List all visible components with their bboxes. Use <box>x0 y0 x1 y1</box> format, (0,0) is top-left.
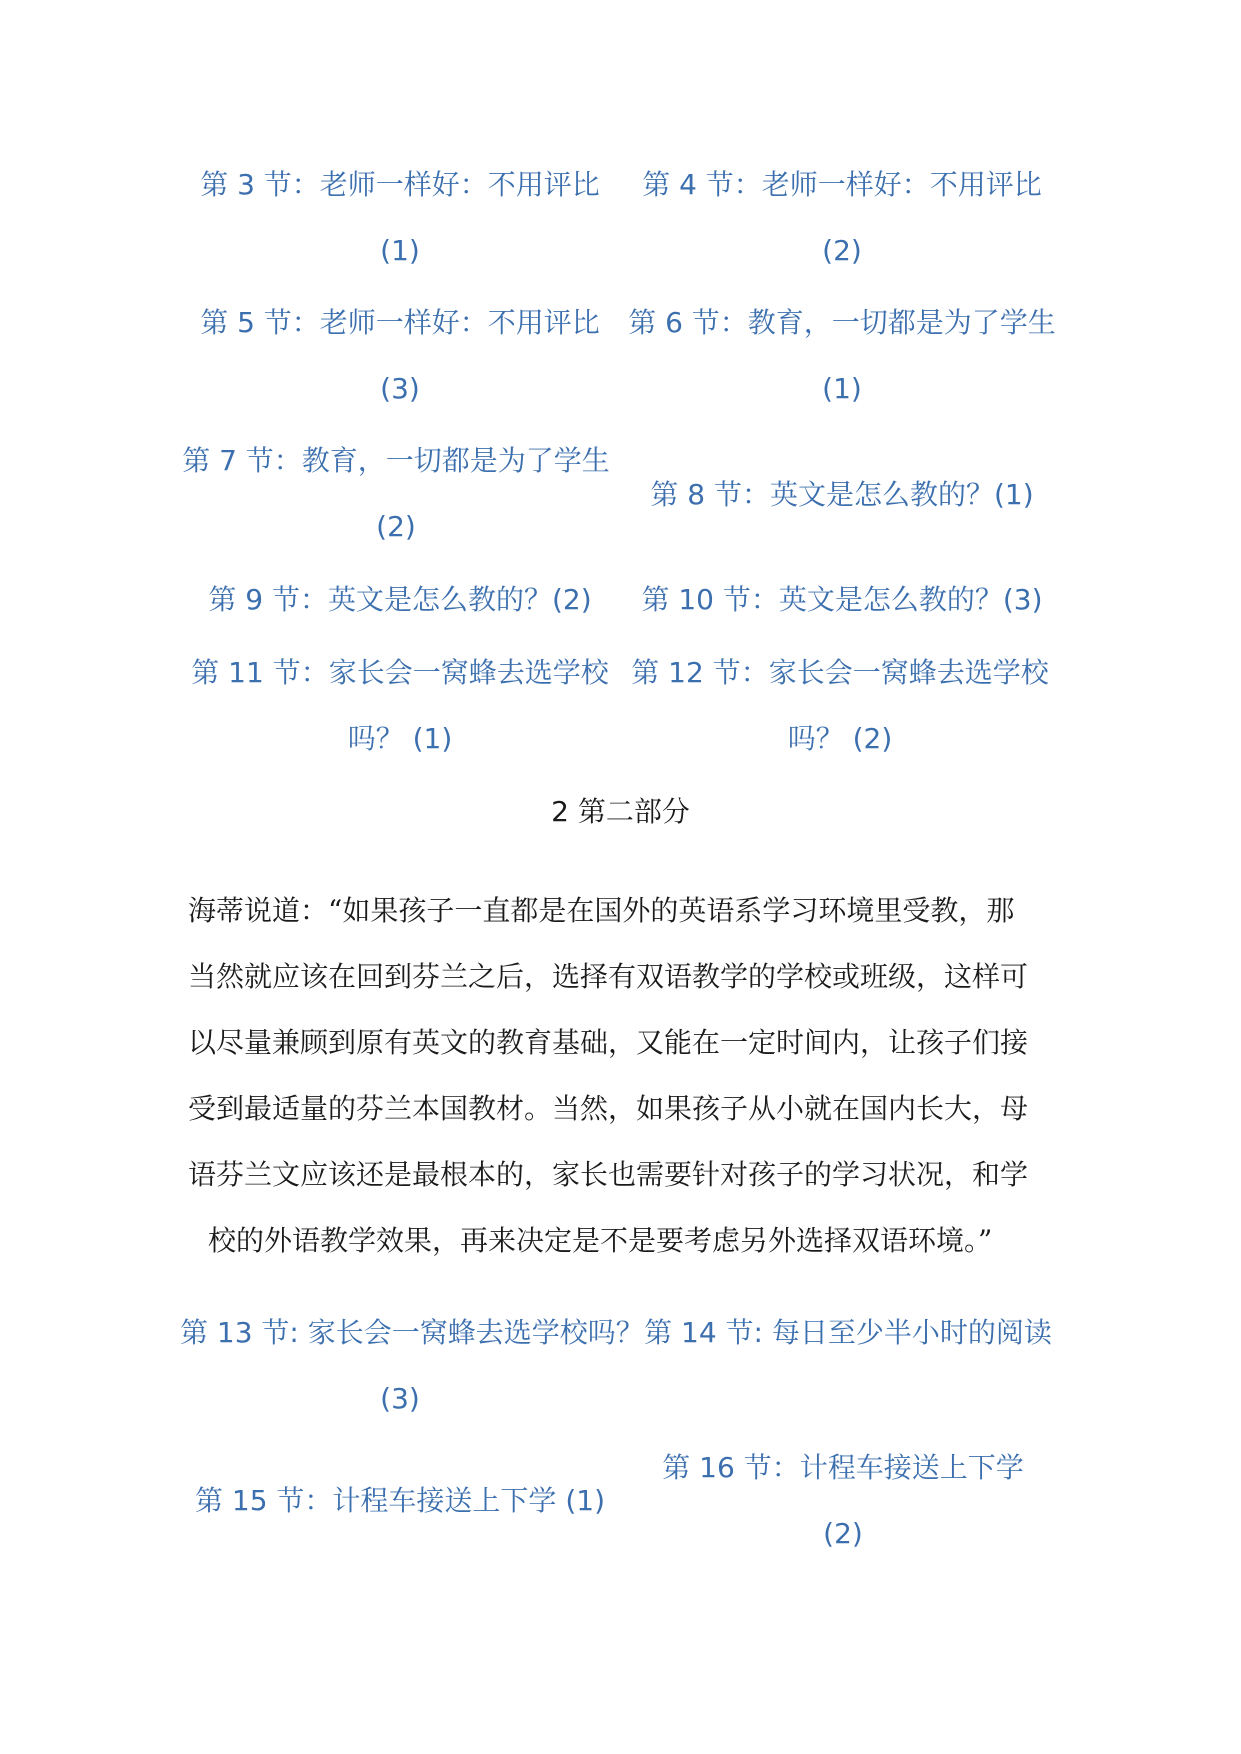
link-line: 吗？ (2) <box>787 722 893 755</box>
link-line: 第 13 节: 家长会一窝蜂去选学校吗？ <box>180 1316 644 1349</box>
link-line: 吗？ (1) <box>347 722 453 755</box>
link-line: 第 9 节：英文是怎么教的？(2) <box>208 583 592 616</box>
link-line: (1) <box>380 234 420 267</box>
link-line: 第 14 节: 每日至少半小时的阅读 <box>644 1316 1052 1349</box>
paragraph-line: 当然就应该在回到芬兰之后，选择有双语教学的学校或班级，这样可 <box>188 960 1029 993</box>
link-line: 第 4 节：老师一样好：不用评比 <box>642 168 1042 201</box>
quote-paragraph <box>188 878 1054 1274</box>
section-4-link[interactable] <box>630 152 1054 284</box>
paragraph-line: 海蒂说道：“如果孩子一直都是在国外的英语系学习环境里受教，那 <box>188 894 1015 927</box>
section-15-link[interactable] <box>188 1468 612 1534</box>
section-14-link[interactable] <box>628 1300 1068 1366</box>
link-line: 第 11 节：家长会一窝蜂去选学校 <box>191 656 609 689</box>
link-line: 第 8 节：英文是怎么教的？(1) <box>650 478 1034 511</box>
section-3-link[interactable] <box>188 152 612 284</box>
link-line: 第 5 节：老师一样好：不用评比 <box>200 306 600 339</box>
paragraph-line: 受到最适量的芬兰本国教材。当然，如果孩子从小就在国内长大，母 <box>188 1092 1029 1125</box>
section-heading: 2 第二部分 <box>551 795 690 828</box>
link-line: 第 15 节：计程车接送上下学 (1) <box>195 1484 605 1517</box>
paragraph-line: 以尽量兼顾到原有英文的教育基础，又能在一定时间内，让孩子们接 <box>188 1026 1029 1059</box>
section-10-link[interactable] <box>616 567 1068 633</box>
link-line: (2) <box>822 234 862 267</box>
section-12-link[interactable] <box>616 640 1064 772</box>
section-6-link[interactable] <box>616 290 1068 422</box>
link-line: 第 16 节：计程车接送上下学 <box>662 1451 1024 1484</box>
link-line: (2) <box>376 510 416 543</box>
section-8-link[interactable] <box>630 462 1054 528</box>
link-line: 第 3 节：老师一样好：不用评比 <box>200 168 600 201</box>
link-line: 第 12 节：家长会一窝蜂去选学校 <box>631 656 1049 689</box>
link-line: (3) <box>380 1382 420 1415</box>
link-line: 第 10 节：英文是怎么教的？(3) <box>641 583 1043 616</box>
section-9-link[interactable] <box>188 567 612 633</box>
paragraph-line: 语芬兰文应该还是最根本的，家长也需要针对孩子的学习状况，和学 <box>188 1158 1029 1191</box>
link-line: (2) <box>823 1517 863 1550</box>
section-5-link[interactable] <box>188 290 612 422</box>
section-16-link[interactable] <box>650 1435 1036 1567</box>
section-7-link[interactable] <box>170 428 622 560</box>
section-11-link[interactable] <box>176 640 624 772</box>
link-line: (1) <box>822 372 862 405</box>
link-line: 第 7 节：教育，一切都是为了学生 <box>182 444 610 477</box>
section-13-link[interactable] <box>180 1300 644 1432</box>
link-line: 第 6 节：教育，一切都是为了学生 <box>628 306 1056 339</box>
link-line: (3) <box>380 372 420 405</box>
paragraph-line: 校的外语教学效果，再来决定是不是要考虑另外选择双语环境。” <box>208 1224 993 1257</box>
